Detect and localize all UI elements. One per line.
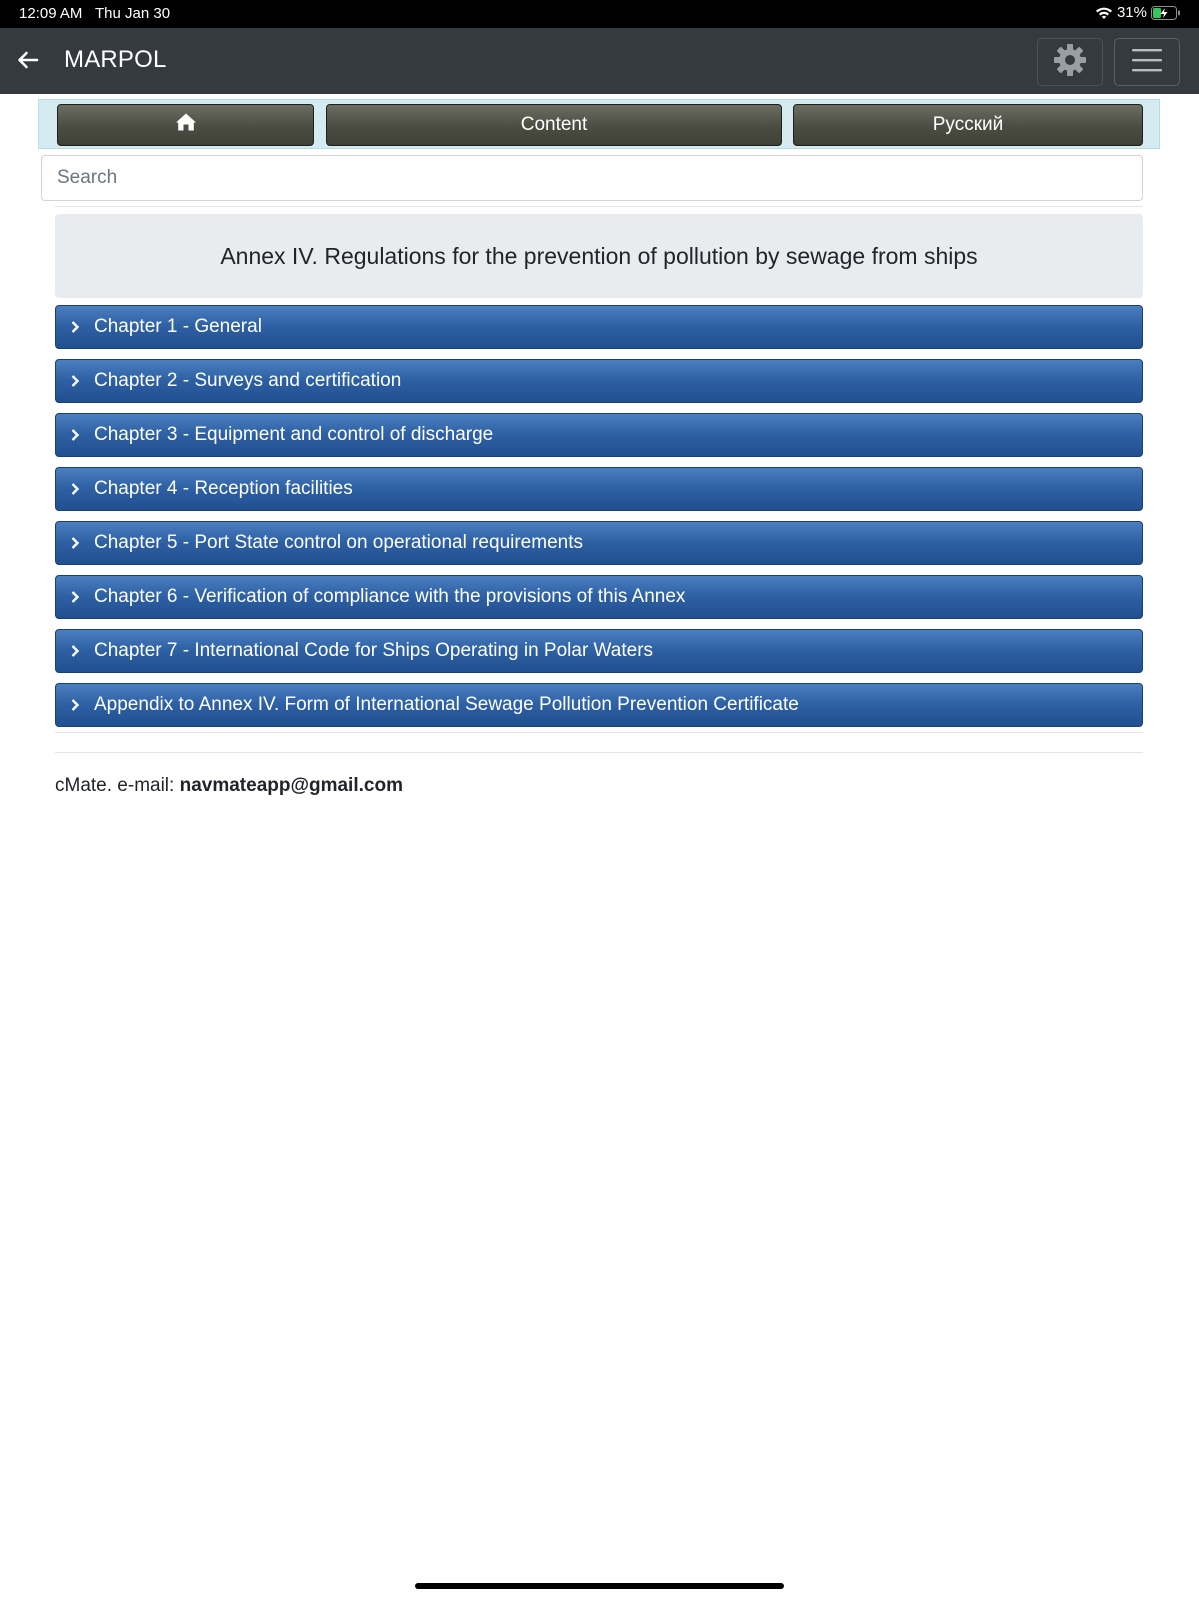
nav-bar (38, 99, 1160, 149)
battery-percent: 31% (1116, 4, 1147, 21)
divider (55, 206, 1143, 207)
chapter-item[interactable] (55, 575, 1143, 619)
status-bar (0, 0, 1199, 28)
chapter-label: Chapter 7 - International Code for Ships Operating in Polar Waters (94, 640, 654, 661)
chapter-label: Chapter 6 - Verification of compliance with the provisions of this Annex (94, 586, 686, 607)
language-button[interactable]: Русский (793, 104, 1143, 146)
annex-title: Annex IV. Regulations for the prevention of pollution by sewage from ships (55, 214, 1143, 298)
chapter-list (55, 305, 1143, 737)
chapter-item[interactable] (55, 413, 1143, 457)
chapter-item[interactable] (55, 683, 1143, 727)
chapter-label: Chapter 4 - Reception facilities (94, 478, 353, 499)
status-indicators (1095, 4, 1181, 21)
chapter-label: Chapter 3 - Equipment and control of discharge (94, 424, 494, 445)
chapter-item[interactable] (55, 359, 1143, 403)
chapter-label: Appendix to Annex IV. Form of International Sewage Pollution Prevention Certificate (94, 694, 799, 715)
chevron-right-icon (56, 428, 94, 442)
gear-icon (1052, 42, 1088, 83)
divider (55, 732, 1143, 733)
chapter-item[interactable] (55, 305, 1143, 349)
chevron-right-icon (56, 698, 94, 712)
footer (55, 775, 403, 797)
home-indicator (415, 1583, 784, 1589)
wifi-icon (1095, 6, 1113, 20)
content-button[interactable]: Content (326, 104, 782, 146)
chevron-right-icon (56, 320, 94, 334)
status-time: 12:09 AM (19, 5, 83, 22)
chapter-item[interactable] (55, 467, 1143, 511)
divider (55, 752, 1143, 753)
chapter-label: Chapter 2 - Surveys and certification (94, 370, 402, 391)
back-button[interactable] (12, 46, 44, 78)
chevron-right-icon (56, 644, 94, 658)
chevron-right-icon (56, 374, 94, 388)
chapter-item[interactable] (55, 629, 1143, 673)
chapter-item[interactable] (55, 521, 1143, 565)
hamburger-menu-icon (1131, 47, 1163, 78)
chevron-right-icon (56, 536, 94, 550)
status-date: Thu Jan 30 (95, 5, 171, 22)
chapter-label: Chapter 5 - Port State control on operational requirements (94, 532, 583, 553)
app-title: MARPOL (64, 46, 167, 73)
footer-email-link[interactable]: navmateapp@gmail.com (179, 775, 403, 796)
battery-charging-icon (1151, 6, 1181, 20)
search-input[interactable] (41, 155, 1143, 201)
app-header (0, 28, 1199, 94)
home-icon (175, 112, 197, 138)
chevron-right-icon (56, 482, 94, 496)
chevron-right-icon (56, 590, 94, 604)
chapter-label: Chapter 1 - General (94, 316, 262, 337)
arrow-left-icon (17, 51, 39, 74)
footer-prefix: cMate. e-mail: (55, 775, 180, 796)
settings-button[interactable] (1037, 38, 1103, 86)
home-button[interactable] (57, 104, 314, 146)
menu-button[interactable] (1114, 38, 1180, 86)
